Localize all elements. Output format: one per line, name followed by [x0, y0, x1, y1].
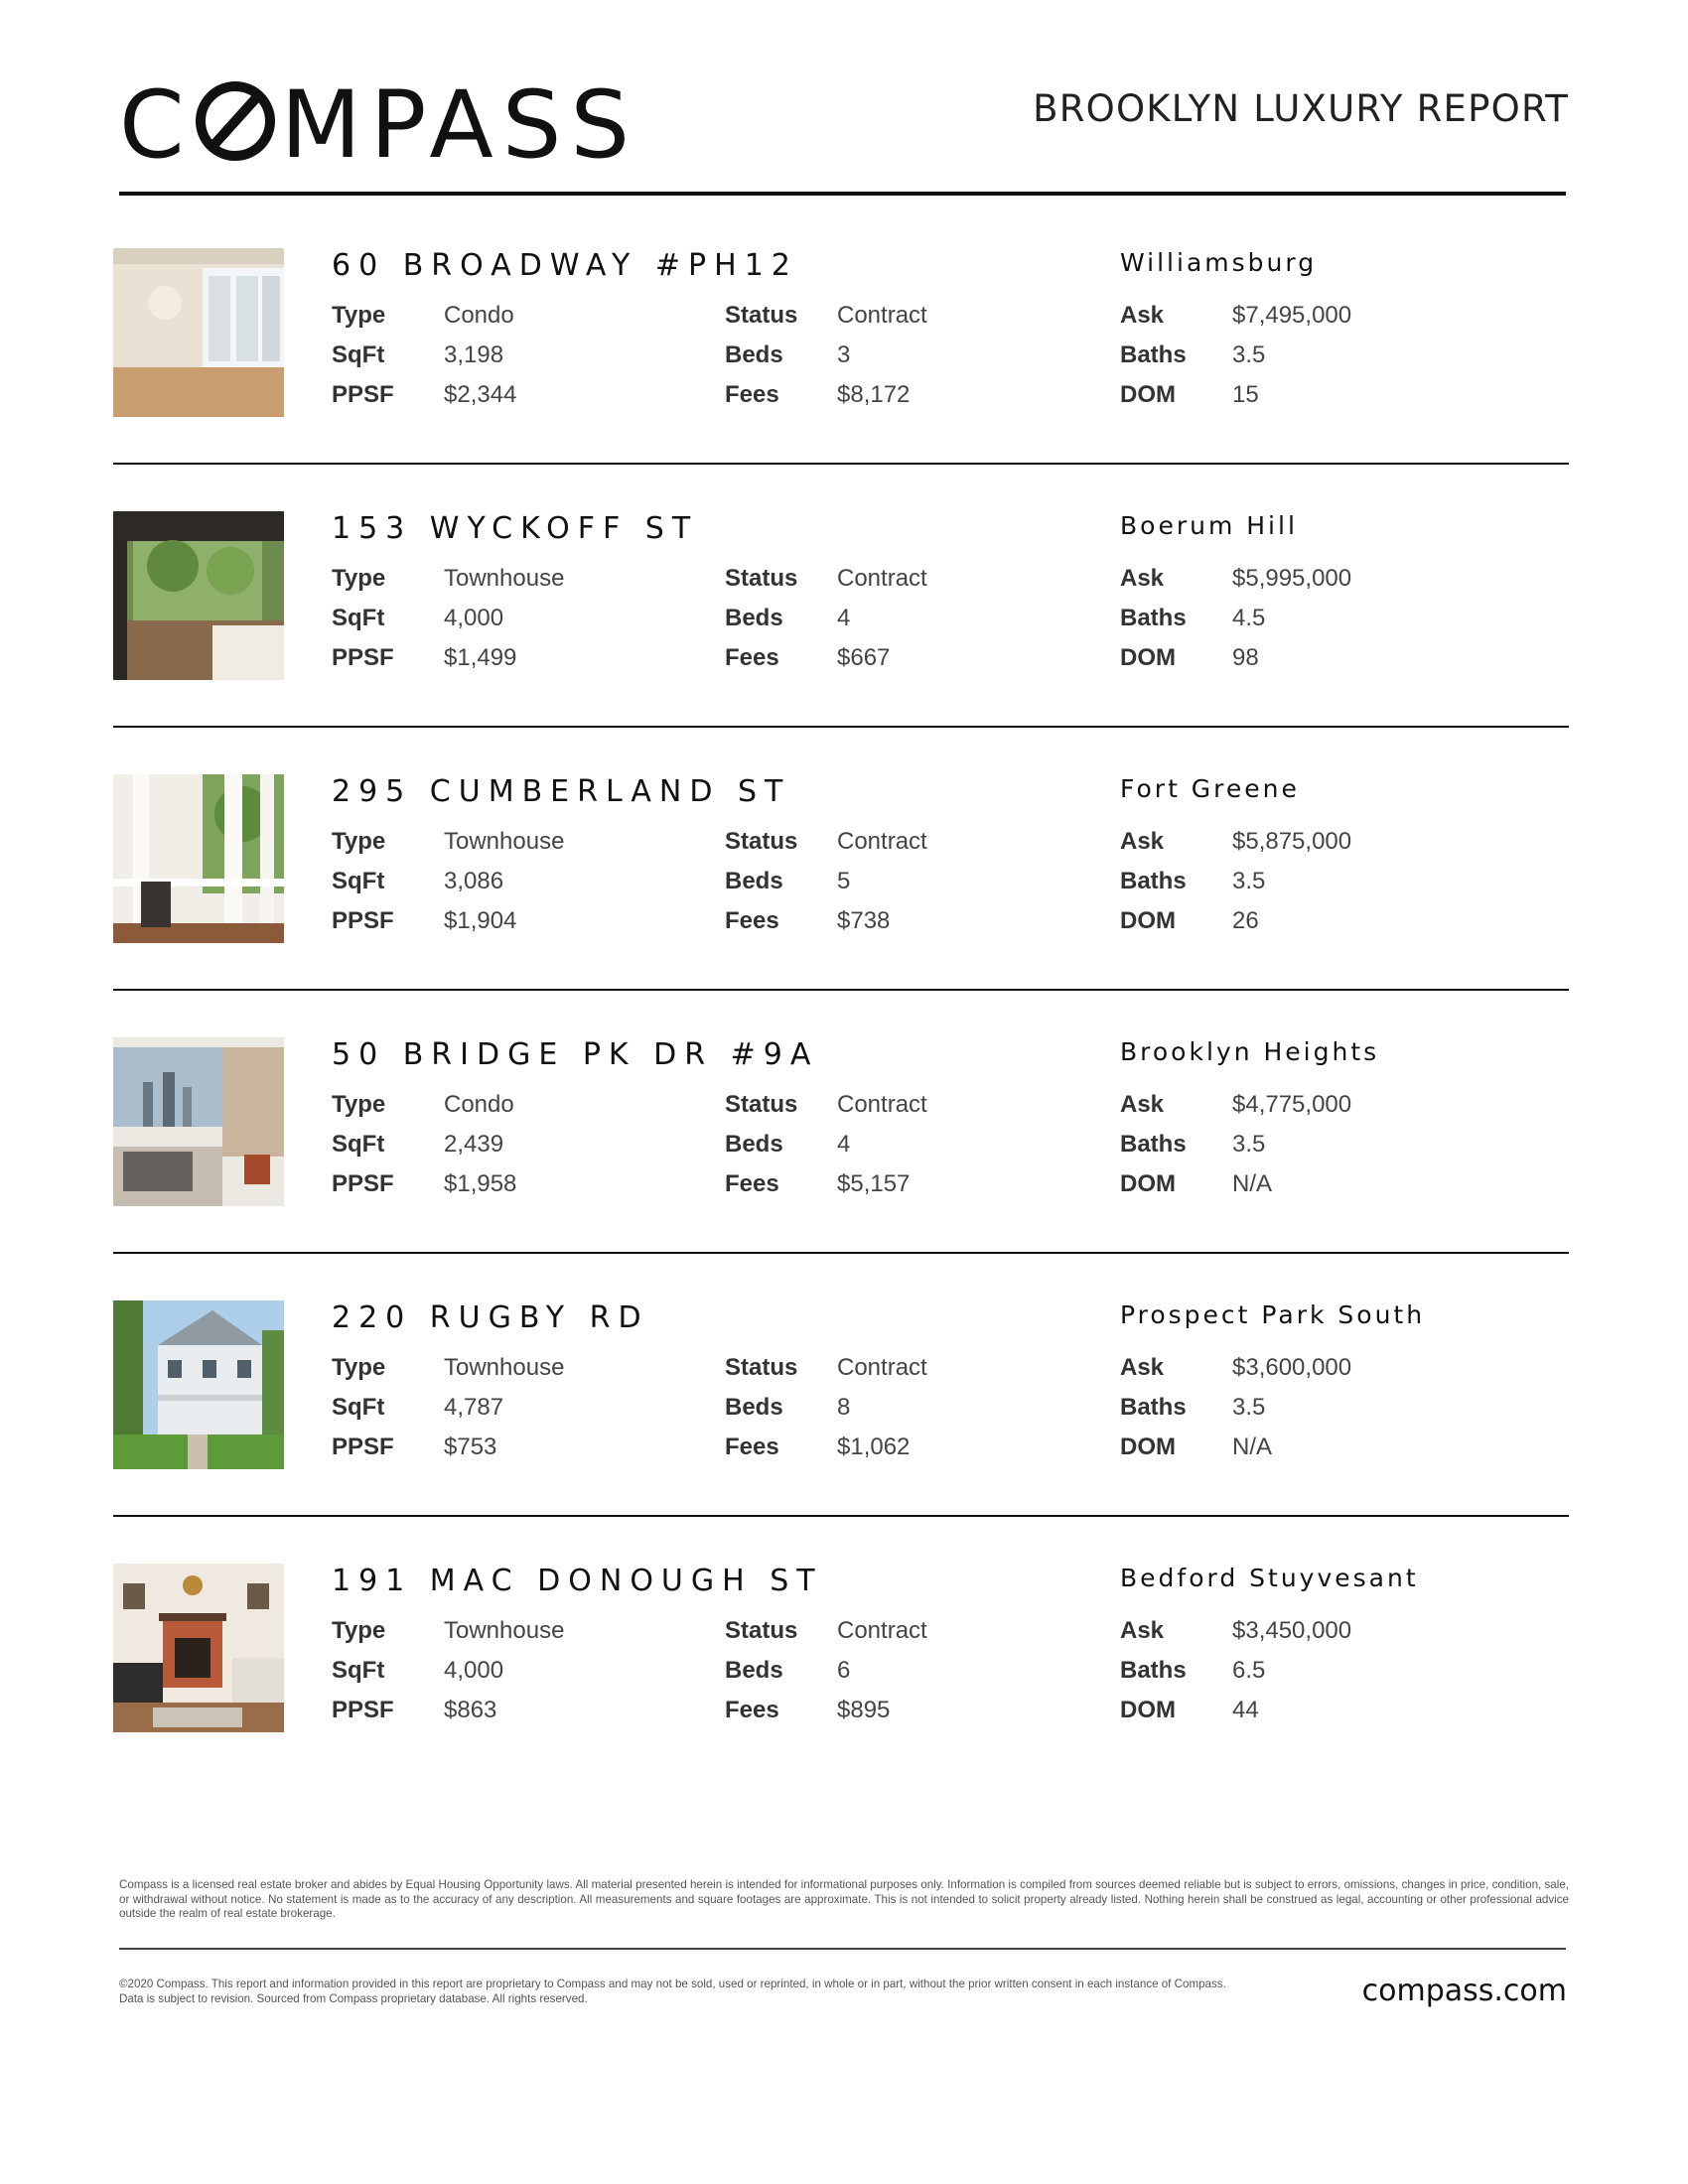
ask-label: Ask: [1120, 1617, 1165, 1644]
ask-value: $3,450,000: [1232, 1617, 1352, 1644]
fees-label: Fees: [725, 1170, 779, 1197]
listing-neighborhood: Brooklyn Heights: [1120, 1037, 1380, 1066]
status-label: Status: [725, 565, 798, 592]
fees-label: Fees: [725, 644, 779, 671]
dom-label: DOM: [1120, 907, 1176, 934]
dom-value: N/A: [1232, 1433, 1273, 1460]
dom-label: DOM: [1120, 644, 1176, 671]
listing-divider: [113, 463, 1569, 465]
listing-card: [113, 774, 1573, 1040]
baths-label: Baths: [1120, 1131, 1187, 1158]
status-label: Status: [725, 1617, 798, 1644]
type-value: Condo: [444, 302, 514, 329]
header-divider: [119, 192, 1566, 196]
ppsf-value: $1,958: [444, 1170, 517, 1197]
baths-label: Baths: [1120, 605, 1187, 631]
listing-address[interactable]: 191 MAC DONOUGH ST: [332, 1564, 823, 1598]
listing-card: [113, 1037, 1573, 1303]
beds-label: Beds: [725, 605, 783, 631]
listing-neighborhood: Fort Greene: [1120, 774, 1300, 803]
dom-value: 44: [1232, 1697, 1259, 1723]
ask-value: $5,875,000: [1232, 828, 1352, 855]
listing-address[interactable]: 295 CUMBERLAND ST: [332, 774, 791, 809]
type-label: Type: [332, 1354, 386, 1381]
sqft-label: SqFt: [332, 868, 385, 894]
ask-label: Ask: [1120, 302, 1165, 329]
type-label: Type: [332, 1091, 386, 1118]
type-label: Type: [332, 1617, 386, 1644]
ppsf-label: PPSF: [332, 1170, 394, 1197]
fees-value: $738: [837, 907, 891, 934]
fees-value: $5,157: [837, 1170, 911, 1197]
type-value: Townhouse: [444, 828, 565, 855]
sqft-label: SqFt: [332, 1657, 385, 1684]
compass-logo: C MPASS: [119, 71, 639, 180]
beds-value: 4: [837, 1131, 851, 1158]
sqft-value: 3,086: [444, 868, 504, 894]
listing-divider: [113, 1515, 1569, 1517]
listing-address[interactable]: 220 RUGBY RD: [332, 1300, 649, 1335]
beds-value: 4: [837, 605, 851, 631]
sqft-label: SqFt: [332, 605, 385, 631]
listing-neighborhood: Boerum Hill: [1120, 511, 1298, 540]
report-title: BROOKLYN LUXURY REPORT: [1033, 87, 1569, 130]
listing-address[interactable]: 153 WYCKOFF ST: [332, 511, 699, 546]
beds-value: 3: [837, 341, 851, 368]
ask-value: $5,995,000: [1232, 565, 1352, 592]
baths-label: Baths: [1120, 341, 1187, 368]
fees-value: $895: [837, 1697, 891, 1723]
status-value: Contract: [837, 302, 927, 329]
beds-label: Beds: [725, 868, 783, 894]
baths-value: 3.5: [1232, 1131, 1266, 1158]
status-label: Status: [725, 1091, 798, 1118]
beds-label: Beds: [725, 1657, 783, 1684]
status-label: Status: [725, 302, 798, 329]
fees-label: Fees: [725, 1433, 779, 1460]
status-label: Status: [725, 1354, 798, 1381]
baths-value: 3.5: [1232, 868, 1266, 894]
listing-neighborhood: Bedford Stuyvesant: [1120, 1564, 1419, 1592]
fees-value: $1,062: [837, 1433, 911, 1460]
listing-card: [113, 511, 1573, 777]
ppsf-label: PPSF: [332, 1433, 394, 1460]
dom-label: DOM: [1120, 1433, 1176, 1460]
dom-value: N/A: [1232, 1170, 1273, 1197]
beds-value: 5: [837, 868, 851, 894]
report-header: [119, 71, 1569, 199]
sqft-label: SqFt: [332, 1131, 385, 1158]
ppsf-value: $863: [444, 1697, 497, 1723]
fees-label: Fees: [725, 907, 779, 934]
disclaimer-text: Compass is a licensed real estate broker and abides by Equal Housing Opportunity laws. All material presented herein is intended for informational purposes only. Information is compiled from sources deemed reliable but is subject to errors, omissions, changes in price, condition, sale, or withdrawal without notice. No statement is made as to the accuracy of any description. All measurements and square footages are approximate. This is not intended to solicit property already listed. Nothing herein shall be construed as legal, accounting or other professional advice outside the realm of real estate brokerage.: [119, 1878, 1569, 1920]
sqft-value: 4,787: [444, 1394, 504, 1421]
status-label: Status: [725, 828, 798, 855]
status-value: Contract: [837, 1354, 927, 1381]
dom-label: DOM: [1120, 1697, 1176, 1723]
ppsf-label: PPSF: [332, 1697, 394, 1723]
footer-divider: [119, 1948, 1566, 1950]
type-value: Townhouse: [444, 1354, 565, 1381]
website-link[interactable]: compass.com: [1361, 1974, 1567, 2008]
listing-divider: [113, 989, 1569, 991]
listing-card: [113, 248, 1573, 514]
listing-neighborhood: Prospect Park South: [1120, 1300, 1426, 1329]
compass-o-icon: [196, 81, 275, 161]
beds-label: Beds: [725, 1394, 783, 1421]
fees-label: Fees: [725, 1697, 779, 1723]
baths-label: Baths: [1120, 1394, 1187, 1421]
ask-label: Ask: [1120, 1354, 1165, 1381]
listing-divider: [113, 726, 1569, 728]
copyright-text: ©2020 Compass. This report and information provided in this report are proprietary to Compass and may not be sold, used or reprinted, in whole or in part, without the prior written consent in each instance of Compass. Data is subject to revision. Sourced from Compass proprietary database. All rights reserved.: [119, 1978, 1226, 2005]
baths-label: Baths: [1120, 1657, 1187, 1684]
ppsf-label: PPSF: [332, 644, 394, 671]
fees-value: $667: [837, 644, 891, 671]
fees-value: $8,172: [837, 381, 911, 408]
ppsf-value: $2,344: [444, 381, 517, 408]
beds-label: Beds: [725, 341, 783, 368]
sqft-label: SqFt: [332, 341, 385, 368]
ppsf-label: PPSF: [332, 907, 394, 934]
listing-neighborhood: Williamsburg: [1120, 248, 1318, 277]
type-label: Type: [332, 828, 386, 855]
ppsf-value: $1,499: [444, 644, 517, 671]
status-value: Contract: [837, 1091, 927, 1118]
dom-value: 26: [1232, 907, 1259, 934]
sqft-label: SqFt: [332, 1394, 385, 1421]
type-label: Type: [332, 302, 386, 329]
dom-label: DOM: [1120, 381, 1176, 408]
ask-label: Ask: [1120, 565, 1165, 592]
sqft-value: 4,000: [444, 605, 504, 631]
listing-address[interactable]: 60 BROADWAY #PH12: [332, 248, 798, 283]
type-value: Townhouse: [444, 1617, 565, 1644]
baths-value: 3.5: [1232, 341, 1266, 368]
ppsf-value: $753: [444, 1433, 497, 1460]
ask-value: $7,495,000: [1232, 302, 1352, 329]
listing-divider: [113, 1252, 1569, 1254]
type-label: Type: [332, 565, 386, 592]
status-value: Contract: [837, 1617, 927, 1644]
listing-address[interactable]: 50 BRIDGE PK DR #9A: [332, 1037, 819, 1072]
ask-label: Ask: [1120, 828, 1165, 855]
beds-value: 6: [837, 1657, 851, 1684]
fees-label: Fees: [725, 381, 779, 408]
status-value: Contract: [837, 565, 927, 592]
listing-card: [113, 1300, 1573, 1567]
baths-value: 6.5: [1232, 1657, 1266, 1684]
listing-card: [113, 1564, 1573, 1830]
type-value: Condo: [444, 1091, 514, 1118]
baths-value: 4.5: [1232, 605, 1266, 631]
beds-label: Beds: [725, 1131, 783, 1158]
sqft-value: 4,000: [444, 1657, 504, 1684]
type-value: Townhouse: [444, 565, 565, 592]
ask-value: $3,600,000: [1232, 1354, 1352, 1381]
baths-label: Baths: [1120, 868, 1187, 894]
ask-label: Ask: [1120, 1091, 1165, 1118]
status-value: Contract: [837, 828, 927, 855]
baths-value: 3.5: [1232, 1394, 1266, 1421]
sqft-value: 3,198: [444, 341, 504, 368]
ppsf-label: PPSF: [332, 381, 394, 408]
dom-label: DOM: [1120, 1170, 1176, 1197]
dom-value: 98: [1232, 644, 1259, 671]
dom-value: 15: [1232, 381, 1259, 408]
sqft-value: 2,439: [444, 1131, 504, 1158]
beds-value: 8: [837, 1394, 851, 1421]
ask-value: $4,775,000: [1232, 1091, 1352, 1118]
ppsf-value: $1,904: [444, 907, 517, 934]
